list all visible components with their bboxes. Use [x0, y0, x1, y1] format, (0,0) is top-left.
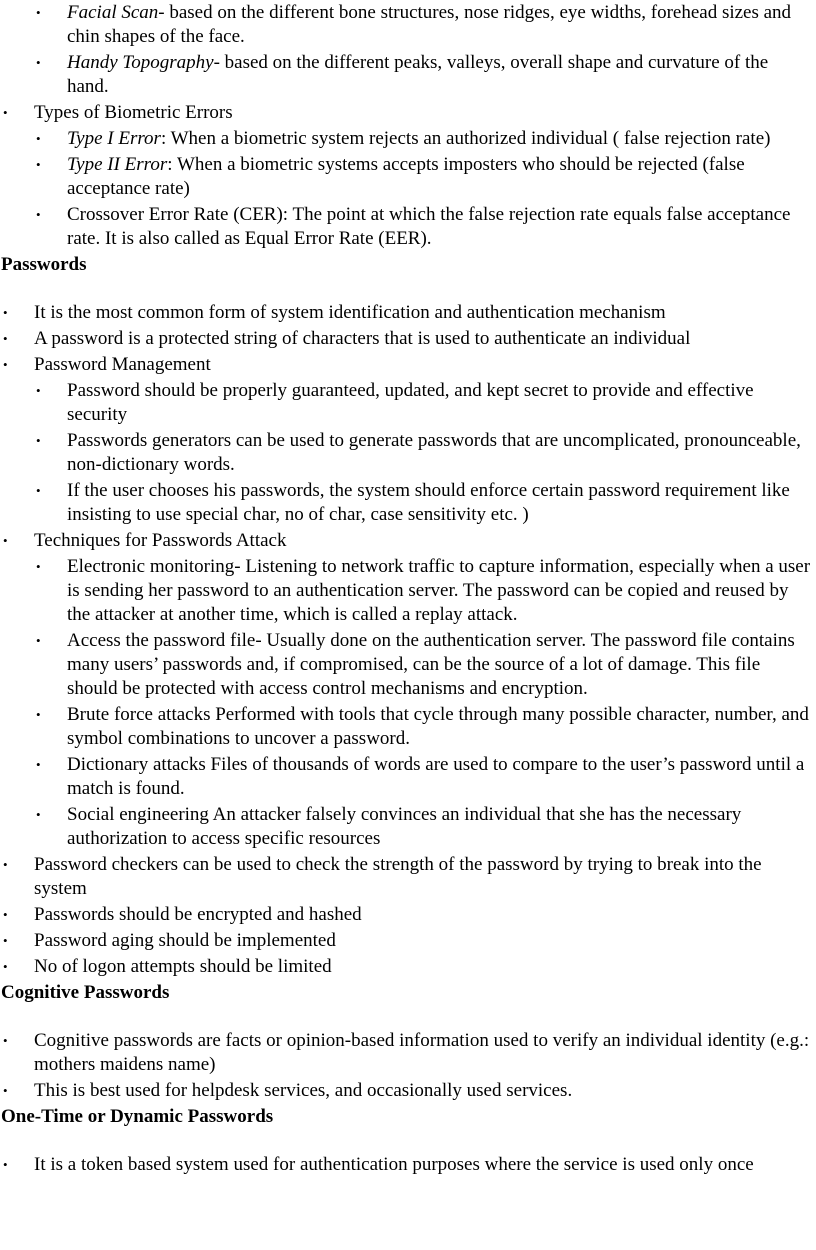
list-item	[0, 51, 816, 99]
list-item	[0, 629, 816, 701]
passwords-list	[0, 301, 816, 979]
item-text: Electronic monitoring- Listening to network traffic to capture information, especially when a user is sending her password to an authentication server. The password can be copied and reused by the attacker at another time, which is called a replay attack.	[67, 556, 811, 625]
bullet-icon: •	[3, 105, 8, 120]
item-text: Access the password file- Usually done on the authentication server. The password file contains many users’ passwords and, if compromised, can be the source of a lot of damage. This file should be protected with access control mechanisms and encryption.	[67, 630, 795, 699]
section-heading-cognitive-passwords: Cognitive Passwords	[1, 982, 170, 1003]
list-item	[0, 903, 816, 927]
list-item	[0, 955, 816, 979]
bullet-icon: •	[36, 383, 41, 398]
item-text: Brute force attacks Performed with tools that cycle through many possible character, number, and symbol combinations to uncover a password.	[67, 704, 809, 749]
bullet-icon: •	[3, 1033, 8, 1048]
bullet-icon: •	[3, 305, 8, 320]
bullet-icon: •	[3, 959, 8, 974]
list-item	[0, 429, 816, 477]
term: Facial Scan	[67, 2, 159, 23]
bullet-icon: •	[3, 907, 8, 922]
list-item	[0, 803, 816, 851]
item-text: Crossover Error Rate (CER): The point at which the false rejection rate equals false acceptance rate. It is also called as Equal Error Rate (EER).	[67, 204, 791, 249]
bullet-icon: •	[3, 357, 8, 372]
list-item	[0, 753, 816, 801]
list-item	[0, 301, 816, 325]
item-text: Techniques for Passwords Attack	[34, 530, 287, 551]
list-item	[0, 703, 816, 751]
bullet-icon: •	[3, 1157, 8, 1172]
item-text: A password is a protected string of characters that is used to authenticate an individual	[34, 328, 691, 349]
bullet-icon: •	[36, 207, 41, 222]
list-item	[0, 853, 816, 901]
item-text: Password should be properly guaranteed, updated, and kept secret to provide and effective security	[67, 380, 754, 425]
item-text: Passwords should be encrypted and hashed	[34, 904, 362, 925]
bullet-icon: •	[36, 433, 41, 448]
bullet-icon: •	[36, 5, 41, 20]
item-text: Types of Biometric Errors	[34, 102, 233, 123]
list-item	[0, 353, 816, 377]
item-text: Password Management	[34, 354, 211, 375]
item-text: Password checkers can be used to check the strength of the password by trying to break into the system	[34, 854, 762, 899]
term: Type II Error	[67, 154, 168, 175]
spacer	[0, 1005, 816, 1029]
bullet-icon: •	[36, 633, 41, 648]
item-text: It is the most common form of system identification and authentication mechanism	[34, 302, 666, 323]
item-text: : When a biometric systems accepts imposters who should be rejected (false acceptance rate)	[67, 154, 745, 199]
list-item	[0, 327, 816, 351]
list-item	[0, 479, 816, 527]
list-item	[0, 1153, 816, 1177]
item-text: - based on the different bone structures, nose ridges, eye widths, forehead sizes and chin shapes of the face.	[67, 2, 792, 47]
item-text: - based on the different peaks, valleys, overall shape and curvature of the hand.	[67, 52, 769, 97]
bullet-icon: •	[36, 757, 41, 772]
spacer	[0, 277, 816, 301]
bullet-icon: •	[36, 559, 41, 574]
bullet-icon: •	[3, 533, 8, 548]
list-item	[0, 1029, 816, 1077]
item-text: Passwords generators can be used to generate passwords that are uncomplicated, pronounceable, non-dictionary words.	[67, 430, 801, 475]
item-text: It is a token based system used for authentication purposes where the service is used only once	[34, 1154, 754, 1175]
list-item	[0, 555, 816, 627]
item-text: Cognitive passwords are facts or opinion-based information used to verify an individual identity (e.g.: mothers maidens name)	[34, 1030, 810, 1075]
list-item	[0, 101, 816, 125]
bullet-icon: •	[3, 857, 8, 872]
otp-list	[0, 1153, 816, 1177]
list-item	[0, 153, 816, 201]
list-item	[0, 127, 816, 151]
list-item	[0, 929, 816, 953]
bullet-icon: •	[36, 707, 41, 722]
section-heading-one-time-passwords: One-Time or Dynamic Passwords	[1, 1106, 274, 1127]
term: Type I Error	[67, 128, 161, 149]
bullet-icon: •	[36, 483, 41, 498]
bullet-icon: •	[3, 1083, 8, 1098]
bullet-icon: •	[3, 331, 8, 346]
bullet-icon: •	[36, 131, 41, 146]
spacer	[0, 1129, 816, 1153]
section-heading-passwords: Passwords	[1, 254, 87, 275]
bullet-icon: •	[36, 807, 41, 822]
list-item	[0, 529, 816, 553]
term: Handy Topography	[67, 52, 214, 73]
list-item	[0, 379, 816, 427]
item-text: Social engineering An attacker falsely convinces an individual that she has the necessary authorization to access specific resources	[67, 804, 742, 849]
bullet-icon: •	[36, 157, 41, 172]
bullet-icon: •	[36, 55, 41, 70]
list-item	[0, 203, 816, 251]
item-text: No of logon attempts should be limited	[34, 956, 332, 977]
biometrics-list	[0, 1, 816, 251]
item-text: If the user chooses his passwords, the system should enforce certain password requirement like insisting to use special char, no of char, case sensitivity etc. )	[67, 480, 790, 525]
bullet-icon: •	[3, 933, 8, 948]
item-text: Password aging should be implemented	[34, 930, 336, 951]
list-item	[0, 1079, 816, 1103]
item-text: This is best used for helpdesk services, and occasionally used services.	[34, 1080, 573, 1101]
item-text: : When a biometric system rejects an authorized individual ( false rejection rate)	[160, 128, 771, 149]
item-text: Dictionary attacks Files of thousands of words are used to compare to the user’s password until a match is found.	[67, 754, 805, 799]
cognitive-list	[0, 1029, 816, 1103]
list-item	[0, 1, 816, 49]
